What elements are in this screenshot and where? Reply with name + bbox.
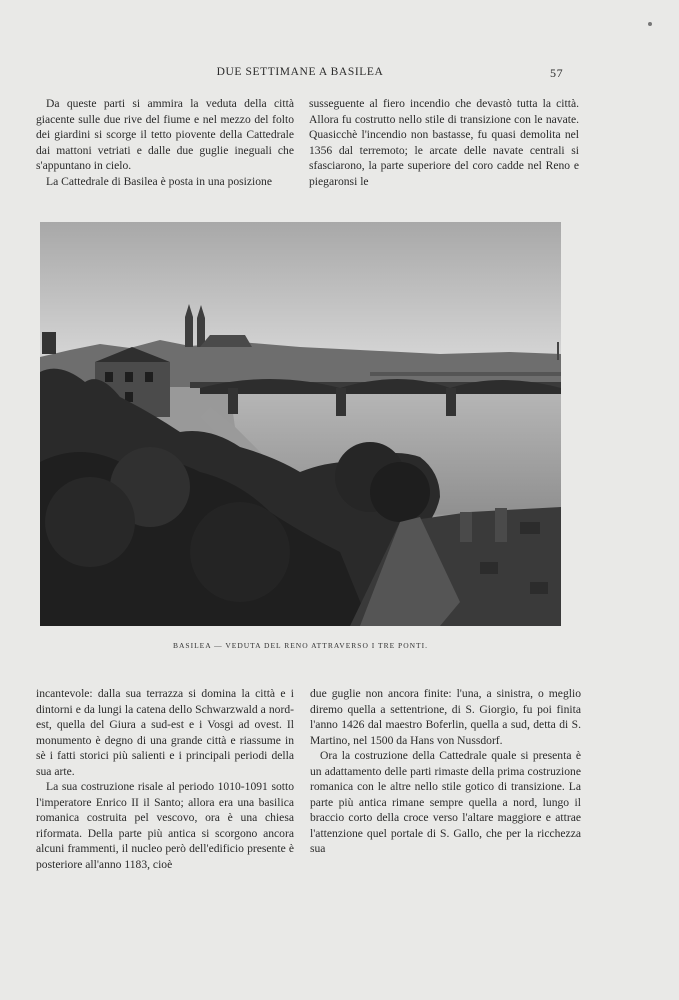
photograph-image xyxy=(40,222,561,626)
paragraph: Da queste parti si ammira la veduta della città giacente sulle due rive del fiume e nel mezzo del folto dei giardini si scorge il tetto piovente della Cattedrale dai mattoni vetriati e dalle due guglie ineguali che s'appuntano in cielo. xyxy=(36,97,294,172)
paragraph: susseguente al fiero incendio che devastò tutta la città. Allora fu costrutto nello stile di transizione con le navate. Quasicchè l'incendio non bastasse, fu quasi demolita nel 1356 dal terremoto; le arcate delle navate centrali si sfasciarono, la parte superiore del coro cadde nel Reno e piegaronsi le xyxy=(309,97,579,188)
paragraph: incantevole: dalla sua terrazza si domina la città e i dintorni e da lungi la catena dello Schwarzwald a nord-est, quella del Giura a sud-est e i Vosgi ad ovest. Il monumento è degno di una grande città e riassume in sè i fatti storici più salienti e i principali periodi della sua arte. xyxy=(36,687,294,778)
figure-caption: BASILEA — VEDUTA DEL RENO ATTRAVERSO I TRE PONTI. xyxy=(172,641,428,650)
bottom-left-column xyxy=(36,686,294,872)
page-number: 57 xyxy=(550,66,564,80)
paragraph: due guglie non ancora finite: l'una, a sinistra, o meglio diremo quella a settentrione, di S. Giorgio, fu poi finita l'anno 1426 dal maestro Boferlin, quella a sud, detta di S. Martino, nel 1500 da Hans von Nussdorf. xyxy=(310,687,581,747)
paragraph: La Cattedrale di Basilea è posta in una posizione xyxy=(46,174,273,188)
running-head xyxy=(0,66,679,82)
running-title: DUE SETTIMANE A BASILEA xyxy=(216,66,384,78)
photograph-rhine-bridges xyxy=(40,222,561,626)
paragraph: Ora la costruzione della Cattedrale quale si presenta è un adattamento delle parti rimaste della prima costruzione romanica con le altre nello stile gotico di transizione. La parte più antica rimane sempre quella a nord, lungo il braccio corto della croce verso l'altare maggiore e attrae l'attenzione quel portale di S. Gallo, che per la ricchezza sua xyxy=(310,749,581,855)
top-left-column xyxy=(36,96,294,189)
paragraph: La sua costruzione risale al periodo 1010-1091 sotto l'imperatore Enrico II il Santo; allora era una basilica romanica costruita pel vescovo, ora è una chiesa riformata. Della parte più antica si scorgono ancora alcuni frammenti, il nucleo però dell'edificio presente è posteriore all'anno 1183, cioè xyxy=(36,780,294,871)
paper-speck xyxy=(648,22,652,26)
top-right-column xyxy=(309,96,579,189)
bottom-right-column xyxy=(310,686,581,857)
